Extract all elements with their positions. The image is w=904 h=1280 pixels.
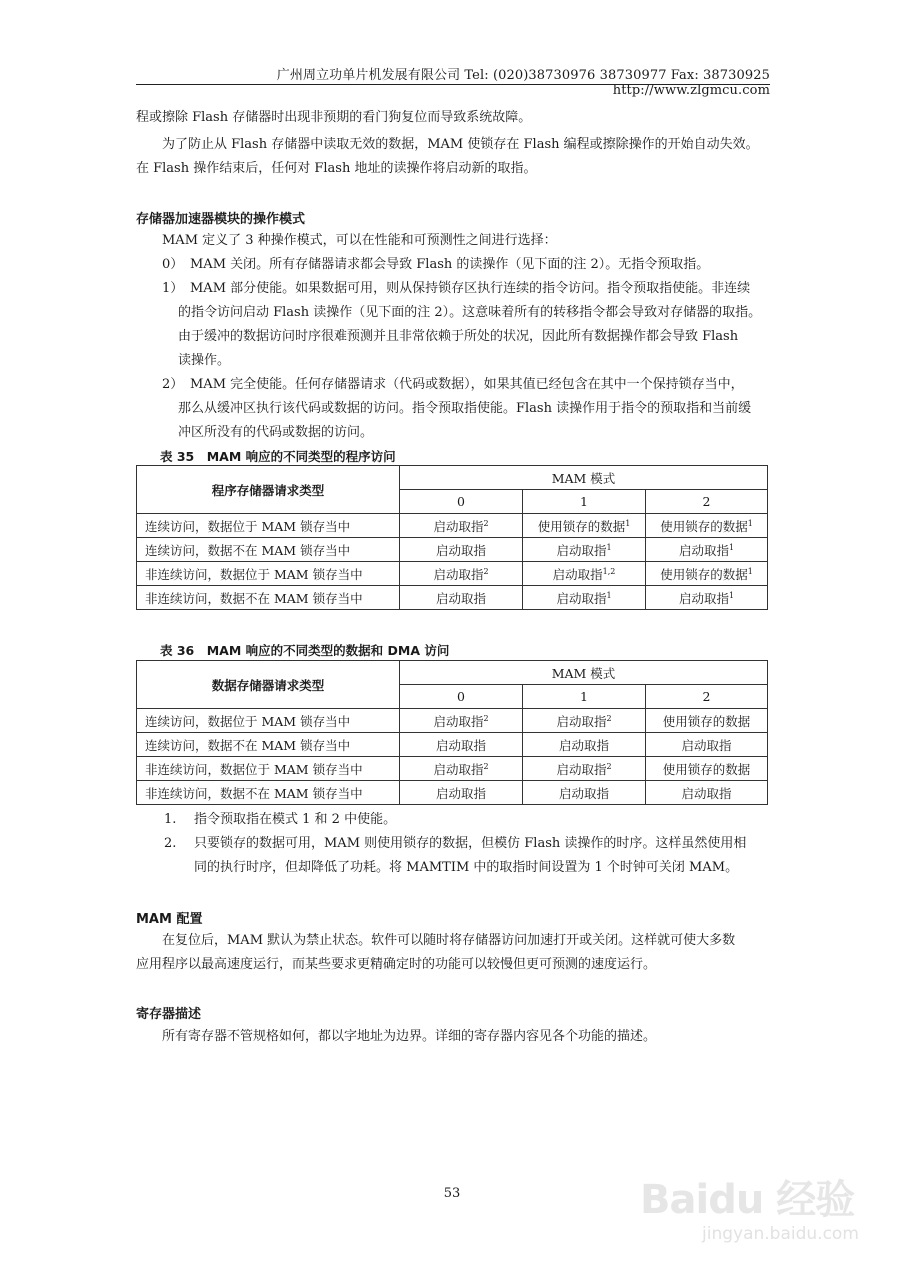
table-header-mam-mode: MAM 模式 xyxy=(400,661,768,685)
footnote-ref: 1 xyxy=(606,542,612,552)
cell-text: 启动取指 xyxy=(435,785,486,801)
table36-caption: 表 36 MAM 响应的不同类型的数据和 DMA 访问 xyxy=(160,643,450,658)
cell-text: 启动取指 xyxy=(435,542,486,558)
intro-paragraph-line-2: 在 Flash 操作结束后，任何对 Flash 地址的读操作将启动新的取指。 xyxy=(136,161,537,176)
table-row xyxy=(137,538,768,562)
cell-text: 启动取指 xyxy=(681,737,732,753)
table-cell xyxy=(400,757,523,781)
section-title-mam-modes: 存储器加速器模块的操作模式 xyxy=(136,212,306,227)
note-line: 指令预取指在模式 1 和 2 中使能。 xyxy=(194,812,397,827)
section-title-register-desc: 寄存器描述 xyxy=(136,1007,202,1022)
section-lead: MAM 定义了 3 种操作模式，可以在性能和可预测性之间进行选择： xyxy=(162,233,557,248)
footnote-ref: 1,2 xyxy=(602,566,616,576)
row-label: 非连续访问，数据位于 MAM 锁存当中 xyxy=(137,757,400,781)
mode-item-line: MAM 关闭。所有存储器请求都会导致 Flash 的读操作（见下面的注 2）。无指令预取指。 xyxy=(190,257,710,272)
row-label: 非连续访问，数据不在 MAM 锁存当中 xyxy=(137,586,400,610)
mode-item-number: 0） xyxy=(162,257,184,272)
table-header-mam-mode: MAM 模式 xyxy=(400,466,768,490)
table-cell xyxy=(400,562,523,586)
table-cell xyxy=(523,538,646,562)
table-row xyxy=(137,586,768,610)
mode-item-line: 读操作。 xyxy=(178,353,231,368)
note-line: 同的执行时序，但却降低了功耗。将 MAMTIM 中的取指时间设置为 1 个时钟可关闭 MAM。 xyxy=(194,860,739,875)
cell-text: 启动取指 xyxy=(556,713,607,729)
cell-text: 启动取指 xyxy=(556,590,607,606)
cell-text: 启动取指 xyxy=(552,566,603,582)
footnote-ref: 1 xyxy=(747,566,753,576)
table-header-request-type: 数据存储器请求类型 xyxy=(137,661,400,709)
table-cell xyxy=(646,586,768,610)
table-cell xyxy=(523,781,646,805)
cell-text: 使用锁存的数据 xyxy=(660,518,748,534)
table-cell xyxy=(400,586,523,610)
footnote-ref: 1 xyxy=(606,590,612,600)
footnote-ref: 1 xyxy=(625,518,631,528)
row-label: 连续访问，数据不在 MAM 锁存当中 xyxy=(137,733,400,757)
row-label: 非连续访问，数据不在 MAM 锁存当中 xyxy=(137,781,400,805)
footnote-ref: 1 xyxy=(747,518,753,528)
row-label: 连续访问，数据位于 MAM 锁存当中 xyxy=(137,709,400,733)
table-cell xyxy=(400,733,523,757)
cell-text: 启动取指 xyxy=(678,590,729,606)
table-row xyxy=(137,781,768,805)
cell-text: 启动取指 xyxy=(435,737,486,753)
cell-text: 启动取指 xyxy=(558,737,609,753)
footnote-ref: 2 xyxy=(606,713,612,723)
table-cell xyxy=(523,709,646,733)
cell-text: 启动取指 xyxy=(433,713,484,729)
cell-text: 启动取指 xyxy=(556,761,607,777)
section-title-mam-config: MAM 配置 xyxy=(136,912,203,927)
row-label: 连续访问，数据不在 MAM 锁存当中 xyxy=(137,538,400,562)
header-rule xyxy=(136,84,770,85)
mam-config-line-2: 应用程序以最高速度运行，而某些要求更精确定时的功能可以较慢但更可预测的速度运行。 xyxy=(136,957,657,972)
table-cell xyxy=(646,709,768,733)
table-cell xyxy=(523,586,646,610)
row-label: 连续访问，数据位于 MAM 锁存当中 xyxy=(137,514,400,538)
table-row xyxy=(137,562,768,586)
watermark-url: jingyan.baidu.com xyxy=(702,1224,859,1244)
footnote-ref: 2 xyxy=(483,566,489,576)
table-cell xyxy=(523,757,646,781)
table35 xyxy=(136,465,768,610)
cell-text: 使用锁存的数据 xyxy=(662,713,751,729)
table-cell xyxy=(400,781,523,805)
table-cell xyxy=(646,562,768,586)
table-row xyxy=(137,733,768,757)
mode-item-line: MAM 完全使能。任何存储器请求（代码或数据），如果其值已经包含在其中一个保持锁存当中， xyxy=(190,377,744,392)
table-header-mode-2: 2 xyxy=(646,490,768,514)
table-cell xyxy=(400,514,523,538)
cell-text: 使用锁存的数据 xyxy=(660,566,748,582)
table-header-row xyxy=(137,466,768,490)
cell-text: 启动取指 xyxy=(433,518,484,534)
table-header-row xyxy=(137,661,768,685)
table-cell xyxy=(646,781,768,805)
table-header-mode-1: 1 xyxy=(523,685,646,709)
mode-item-line: 由于缓冲的数据访问时序很难预测并且非常依赖于所处的状况，因此所有数据操作都会导致 Flash xyxy=(178,329,739,344)
mode-item-line: 那么从缓冲区执行该代码或数据的访问。指令预取指使能。Flash 读操作用于指令的预取指和当前缓 xyxy=(178,401,752,416)
footnote-ref: 2 xyxy=(606,761,612,771)
row-label: 非连续访问，数据位于 MAM 锁存当中 xyxy=(137,562,400,586)
table-cell xyxy=(646,538,768,562)
page-header: 广州周立功单片机发展有限公司 Tel: (020)38730976 38730977 Fax: 38730925 http://www.zlgmcu.com xyxy=(276,68,770,98)
register-desc-line: 所有寄存器不管规格如何，都以字地址为边界。详细的寄存器内容见各个功能的描述。 xyxy=(162,1029,657,1044)
table-cell xyxy=(400,538,523,562)
mode-item-number: 2） xyxy=(162,377,184,392)
note-number: 1. xyxy=(164,812,177,827)
intro-paragraph-line-1: 为了防止从 Flash 存储器中读取无效的数据，MAM 使锁存在 Flash 编程或擦除操作的开始自动失效。 xyxy=(162,137,759,152)
table-row xyxy=(137,757,768,781)
cell-text: 启动取指 xyxy=(433,761,484,777)
baidu-logo: Baidu 经验 xyxy=(640,1177,855,1223)
table-cell xyxy=(523,514,646,538)
cell-text: 启动取指 xyxy=(556,542,607,558)
baidu-watermark xyxy=(640,1150,890,1270)
footnote-ref: 2 xyxy=(483,761,489,771)
mode-item-line: 的指令访问启动 Flash 读操作（见下面的注 2）。这意味着所有的转移指令都会导致对存储器的取指。 xyxy=(178,305,762,320)
mode-item-line: 冲区所没有的代码或数据的访问。 xyxy=(178,425,374,440)
cell-text: 使用锁存的数据 xyxy=(537,518,626,534)
table-header-mode-1: 1 xyxy=(523,490,646,514)
footnote-ref: 2 xyxy=(483,518,489,528)
table35-caption: 表 35 MAM 响应的不同类型的程序访问 xyxy=(160,449,396,464)
note-line: 只要锁存的数据可用，MAM 则使用锁存的数据，但模仿 Flash 读操作的时序。这样虽然使用相 xyxy=(194,836,747,851)
cell-text: 启动取指 xyxy=(678,542,729,558)
mode-item-line: MAM 部分使能。如果数据可用，则从保持锁存区执行连续的指令访问。指令预取指使能。非连续 xyxy=(190,281,751,296)
table-header-mode-0: 0 xyxy=(400,490,523,514)
table-header-request-type: 程序存储器请求类型 xyxy=(137,466,400,514)
table-row xyxy=(137,514,768,538)
cell-text: 使用锁存的数据 xyxy=(662,761,751,777)
note-number: 2. xyxy=(164,836,177,851)
cell-text: 启动取指 xyxy=(435,590,486,606)
table-header-mode-0: 0 xyxy=(400,685,523,709)
footnote-ref: 1 xyxy=(728,590,735,600)
table-header-mode-2: 2 xyxy=(646,685,768,709)
table-cell xyxy=(523,733,646,757)
cell-text: 启动取指 xyxy=(558,785,609,801)
table-cell xyxy=(646,733,768,757)
mam-config-line-1: 在复位后，MAM 默认为禁止状态。软件可以随时将存储器访问加速打开或关闭。这样就可使大多数 xyxy=(162,933,736,948)
table36 xyxy=(136,660,768,805)
intro-line: 程或擦除 Flash 存储器时出现非预期的看门狗复位而导致系统故障。 xyxy=(136,110,532,125)
mode-item-number: 1） xyxy=(162,281,184,296)
table-cell xyxy=(523,562,646,586)
footnote-ref: 2 xyxy=(483,713,489,723)
table-cell xyxy=(646,514,768,538)
table-cell xyxy=(646,757,768,781)
page-number: 53 xyxy=(443,1186,461,1201)
table-row xyxy=(137,709,768,733)
cell-text: 启动取指 xyxy=(681,785,732,801)
cell-text: 启动取指 xyxy=(433,566,484,582)
footnote-ref: 1 xyxy=(728,542,735,552)
table-cell xyxy=(400,709,523,733)
